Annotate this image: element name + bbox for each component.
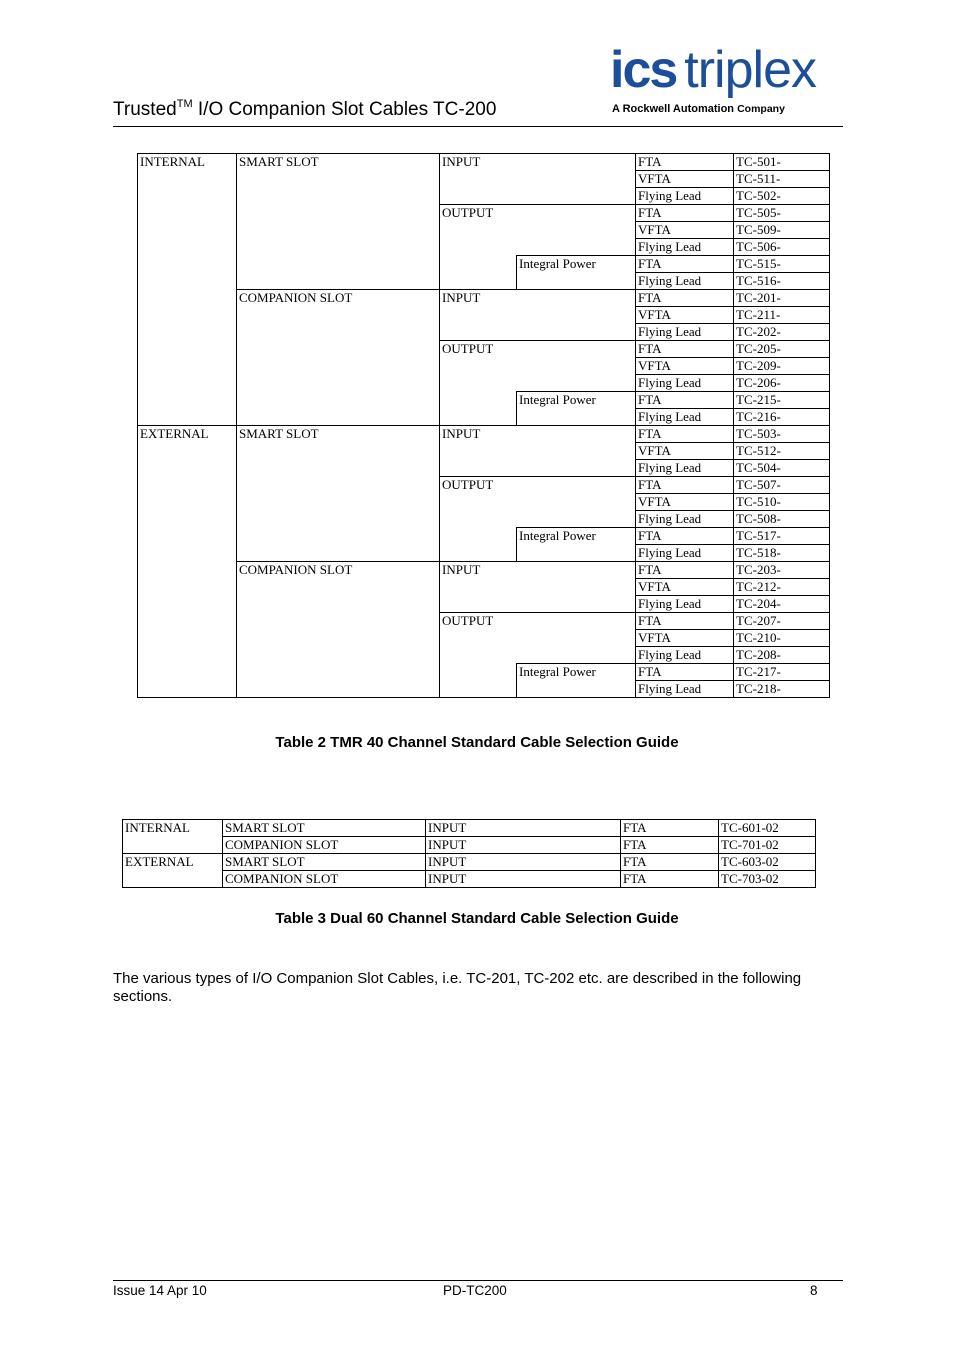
- table-cell-c2: [237, 681, 440, 698]
- table-row: [138, 426, 830, 443]
- table-cell-c6: TC-509-: [734, 222, 830, 239]
- table-cell-c3: [440, 545, 517, 562]
- table-cell-c5: Flying Lead: [636, 681, 734, 698]
- table-cell-c5: FTA: [636, 205, 734, 222]
- table-cell-c2: [237, 613, 440, 630]
- table-cell-c4: [517, 154, 636, 171]
- tmr-40-table-body: [138, 154, 830, 698]
- table-cell-c6: TC-217-: [734, 664, 830, 681]
- footer-rule: [113, 1280, 843, 1281]
- table-cell-c2: [237, 307, 440, 324]
- logo-tagline-company: Company: [737, 103, 785, 115]
- table-cell-c3: [440, 392, 517, 409]
- table-cell-c6: TC-208-: [734, 647, 830, 664]
- table-row: [123, 820, 816, 837]
- table-cell-c4: [517, 630, 636, 647]
- table-row: [138, 528, 830, 545]
- table-cell-c6: TC-203-: [734, 562, 830, 579]
- table-cell-c4: [517, 460, 636, 477]
- table-cell-c4: [517, 358, 636, 375]
- table-row: [138, 341, 830, 358]
- table-cell-c4: [517, 647, 636, 664]
- table-cell-c1: [138, 392, 237, 409]
- table-cell-c2: [237, 188, 440, 205]
- table-cell-c1: [138, 528, 237, 545]
- table-row: [123, 854, 816, 871]
- table-cell-c2: [237, 171, 440, 188]
- table-cell-c6: TC-212-: [734, 579, 830, 596]
- table-3-caption: Table 3 Dual 60 Channel Standard Cable Selection Guide: [275, 910, 679, 927]
- table-cell-c3: [440, 375, 517, 392]
- table-cell-c3: [440, 494, 517, 511]
- table-cell-c3: INPUT: [440, 426, 517, 443]
- table-cell-c1: [138, 273, 237, 290]
- table-cell-c2: [237, 511, 440, 528]
- table-cell-c1: [138, 256, 237, 273]
- table-cell-c6: TC-216-: [734, 409, 830, 426]
- table-cell-c3: [440, 681, 517, 698]
- table-cell-c1: [138, 375, 237, 392]
- table-cell-c6: TC-215-: [734, 392, 830, 409]
- table-cell-c4: [517, 562, 636, 579]
- table-cell-c5: Flying Lead: [636, 460, 734, 477]
- table-cell-c4: Integral Power: [517, 256, 636, 273]
- dual-60-channel-cable-table: [122, 819, 816, 888]
- table-row: [138, 681, 830, 698]
- table-cell-c5: VFTA: [636, 307, 734, 324]
- table-cell-c2: [237, 477, 440, 494]
- table-cell-c5: FTA: [636, 290, 734, 307]
- table-cell-c1: [138, 545, 237, 562]
- table-cell-c3: INPUT: [426, 871, 621, 888]
- table-cell-c2: [237, 647, 440, 664]
- table-cell-c1: [138, 664, 237, 681]
- tmr-40-channel-cable-table: [137, 153, 830, 698]
- table-cell-c2: SMART SLOT: [223, 820, 426, 837]
- table-cell-c5: FTA: [636, 256, 734, 273]
- table-cell-c4: [517, 613, 636, 630]
- table-row: [138, 443, 830, 460]
- table-cell-c6: TC-206-: [734, 375, 830, 392]
- table-cell-c2: [237, 341, 440, 358]
- table-cell-c1: [138, 188, 237, 205]
- table-cell-c2: COMPANION SLOT: [237, 290, 440, 307]
- table-cell-c2: SMART SLOT: [223, 854, 426, 871]
- table-cell-c5: VFTA: [636, 222, 734, 239]
- table-cell-c1: [138, 171, 237, 188]
- table-cell-c6: TC-202-: [734, 324, 830, 341]
- table-cell-c2: SMART SLOT: [237, 426, 440, 443]
- table-row: [138, 358, 830, 375]
- table-cell-c2: [237, 392, 440, 409]
- table-cell-c3: INPUT: [426, 854, 621, 871]
- trademark-superscript: TM: [176, 98, 193, 110]
- table-cell-c1: [138, 205, 237, 222]
- table-cell-c1: [138, 341, 237, 358]
- table-cell-c1: [138, 409, 237, 426]
- table-cell-c1: [138, 358, 237, 375]
- table-cell-c1: [138, 613, 237, 630]
- table-cell-c4: [517, 188, 636, 205]
- table-cell-c4: [517, 409, 636, 426]
- table-cell-c5: FTA: [636, 477, 734, 494]
- table-cell-c6: TC-210-: [734, 630, 830, 647]
- table-cell-c3: OUTPUT: [440, 341, 517, 358]
- table-cell-c3: [440, 273, 517, 290]
- table-cell-c3: INPUT: [426, 837, 621, 854]
- table-cell-c2: [237, 256, 440, 273]
- logo-word-triplex: triplex: [684, 41, 817, 99]
- table-cell-c6: TC-508-: [734, 511, 830, 528]
- table-row: [138, 613, 830, 630]
- table-cell-c3: [440, 222, 517, 239]
- table-cell-c1: INTERNAL: [123, 820, 223, 837]
- header-rule: [113, 126, 843, 127]
- table-cell-c5: Flying Lead: [636, 409, 734, 426]
- table-row: [138, 188, 830, 205]
- table-cell-c6: TC-506-: [734, 239, 830, 256]
- logo-word-ics: ics: [610, 41, 677, 99]
- table-cell-c3: [440, 171, 517, 188]
- table-cell-c4: [517, 239, 636, 256]
- table-cell-c4: [517, 171, 636, 188]
- table-cell-c3: INPUT: [426, 820, 621, 837]
- table-cell-c5: FTA: [636, 613, 734, 630]
- table-cell-c4: [517, 494, 636, 511]
- table-cell-c4: Integral Power: [517, 664, 636, 681]
- header-title-rest: I/O Companion Slot Cables TC-200: [192, 99, 497, 120]
- table-cell-c4: FTA: [621, 837, 719, 854]
- table-cell-c3: [440, 324, 517, 341]
- table-cell-c1: [138, 494, 237, 511]
- table-cell-c5: FTA: [636, 341, 734, 358]
- table-cell-c3: [440, 358, 517, 375]
- table-cell-c5: FTA: [636, 392, 734, 409]
- table-cell-c1: [138, 460, 237, 477]
- table-cell-c5: FTA: [636, 528, 734, 545]
- page-header-title: [113, 98, 496, 124]
- table-cell-c4: FTA: [621, 871, 719, 888]
- table-cell-c4: [517, 341, 636, 358]
- table-cell-c6: TC-204-: [734, 596, 830, 613]
- table-row: [138, 596, 830, 613]
- table-cell-c5: TC-703-02: [719, 871, 816, 888]
- table-cell-c2: [237, 324, 440, 341]
- table-cell-c3: INPUT: [440, 290, 517, 307]
- table-cell-c4: [517, 290, 636, 307]
- table-cell-c4: [517, 511, 636, 528]
- table-cell-c3: [440, 511, 517, 528]
- logo-tagline-main: A Rockwell Automation: [612, 103, 735, 115]
- table-row: [138, 511, 830, 528]
- table-row: [138, 375, 830, 392]
- table-cell-c1: [138, 239, 237, 256]
- table-cell-c2: [237, 630, 440, 647]
- table-cell-c6: TC-517-: [734, 528, 830, 545]
- table-cell-c2: [237, 664, 440, 681]
- table-cell-c4: [517, 443, 636, 460]
- table-cell-c5: Flying Lead: [636, 545, 734, 562]
- table-cell-c5: Flying Lead: [636, 596, 734, 613]
- header-title-prefix: Trusted: [113, 99, 177, 120]
- table-cell-c1: EXTERNAL: [123, 854, 223, 871]
- table-cell-c3: [440, 256, 517, 273]
- table-cell-c5: TC-701-02: [719, 837, 816, 854]
- table-row: [123, 837, 816, 854]
- table-cell-c5: Flying Lead: [636, 375, 734, 392]
- table-cell-c5: VFTA: [636, 171, 734, 188]
- dual-60-table-body: [123, 820, 816, 888]
- table-cell-c2: [237, 443, 440, 460]
- table-row: [138, 290, 830, 307]
- table-row: [138, 273, 830, 290]
- table-cell-c5: VFTA: [636, 443, 734, 460]
- table-row: [138, 545, 830, 562]
- table-cell-c2: [237, 375, 440, 392]
- table-cell-c3: [440, 188, 517, 205]
- logo-wordmark: [610, 42, 816, 98]
- table-cell-c1: [138, 290, 237, 307]
- table-cell-c5: FTA: [636, 426, 734, 443]
- table-cell-c2: [237, 273, 440, 290]
- table-cell-c5: Flying Lead: [636, 511, 734, 528]
- table-cell-c2: [237, 460, 440, 477]
- table-cell-c4: FTA: [621, 820, 719, 837]
- table-cell-c5: FTA: [636, 562, 734, 579]
- table-cell-c3: [440, 460, 517, 477]
- table-cell-c5: FTA: [636, 154, 734, 171]
- table-cell-c4: Integral Power: [517, 528, 636, 545]
- table-row: [138, 392, 830, 409]
- table-row: [138, 460, 830, 477]
- table-cell-c6: TC-501-: [734, 154, 830, 171]
- table-cell-c6: TC-512-: [734, 443, 830, 460]
- table-cell-c1: [138, 477, 237, 494]
- table-cell-c2: [237, 222, 440, 239]
- table-cell-c6: TC-511-: [734, 171, 830, 188]
- table-row: [138, 171, 830, 188]
- table-cell-c3: [440, 664, 517, 681]
- table-row: [138, 205, 830, 222]
- table-cell-c5: TC-601-02: [719, 820, 816, 837]
- table-cell-c6: TC-209-: [734, 358, 830, 375]
- table-row: [138, 494, 830, 511]
- table-cell-c6: TC-503-: [734, 426, 830, 443]
- table-cell-c2: [237, 409, 440, 426]
- table-cell-c6: TC-505-: [734, 205, 830, 222]
- table-cell-c6: TC-218-: [734, 681, 830, 698]
- table-row: [138, 630, 830, 647]
- table-row: [138, 562, 830, 579]
- table-cell-c3: OUTPUT: [440, 613, 517, 630]
- table-cell-c3: INPUT: [440, 562, 517, 579]
- table-cell-c5: VFTA: [636, 494, 734, 511]
- table-cell-c6: TC-515-: [734, 256, 830, 273]
- table-row: [138, 324, 830, 341]
- table-cell-c6: TC-207-: [734, 613, 830, 630]
- table-cell-c4: [517, 596, 636, 613]
- table-cell-c5: Flying Lead: [636, 239, 734, 256]
- table-cell-c5: Flying Lead: [636, 324, 734, 341]
- footer-issue: Issue 14 Apr 10: [113, 1283, 207, 1298]
- table-cell-c5: TC-603-02: [719, 854, 816, 871]
- footer-document-id: PD-TC200: [443, 1283, 507, 1298]
- table-cell-c6: TC-507-: [734, 477, 830, 494]
- table-cell-c5: Flying Lead: [636, 188, 734, 205]
- table-row: [138, 664, 830, 681]
- table-cell-c2: [237, 494, 440, 511]
- table-2-caption: Table 2 TMR 40 Channel Standard Cable Selection Guide: [275, 734, 679, 751]
- table-cell-c2: [237, 545, 440, 562]
- table-row: [138, 477, 830, 494]
- table-cell-c1: [138, 324, 237, 341]
- table-row: [138, 307, 830, 324]
- table-cell-c2: COMPANION SLOT: [223, 871, 426, 888]
- table-cell-c1: [138, 596, 237, 613]
- table-cell-c6: TC-510-: [734, 494, 830, 511]
- table-cell-c1: [138, 562, 237, 579]
- table-cell-c3: INPUT: [440, 154, 517, 171]
- table-cell-c4: [517, 375, 636, 392]
- table-cell-c2: [237, 579, 440, 596]
- logo-tagline: [612, 102, 785, 116]
- table-cell-c3: [440, 647, 517, 664]
- table-cell-c4: [517, 579, 636, 596]
- table-cell-c1: [138, 647, 237, 664]
- table-cell-c3: [440, 630, 517, 647]
- table-cell-c1: [123, 871, 223, 888]
- table-cell-c2: [237, 358, 440, 375]
- table-row: [138, 239, 830, 256]
- table-cell-c1: [138, 681, 237, 698]
- table-cell-c6: TC-211-: [734, 307, 830, 324]
- footer-page-number: 8: [810, 1283, 818, 1298]
- table-cell-c2: [237, 239, 440, 256]
- table-row: [138, 154, 830, 171]
- table-cell-c4: Integral Power: [517, 392, 636, 409]
- table-cell-c4: [517, 324, 636, 341]
- table-row: [138, 222, 830, 239]
- table-cell-c6: TC-504-: [734, 460, 830, 477]
- table-cell-c4: [517, 545, 636, 562]
- table-cell-c1: [123, 837, 223, 854]
- table-cell-c4: [517, 681, 636, 698]
- table-cell-c4: [517, 273, 636, 290]
- table-cell-c2: COMPANION SLOT: [237, 562, 440, 579]
- table-cell-c1: [138, 222, 237, 239]
- table-cell-c5: FTA: [636, 664, 734, 681]
- table-cell-c1: [138, 511, 237, 528]
- table-cell-c5: VFTA: [636, 630, 734, 647]
- table-row: [138, 647, 830, 664]
- table-cell-c2: SMART SLOT: [237, 154, 440, 171]
- body-paragraph: The various types of I/O Companion Slot Cables, i.e. TC-201, TC-202 etc. are described in the following sections.: [113, 970, 802, 1005]
- table-cell-c6: TC-502-: [734, 188, 830, 205]
- table-cell-c3: [440, 239, 517, 256]
- table-cell-c1: [138, 579, 237, 596]
- table-cell-c4: [517, 477, 636, 494]
- table-cell-c2: [237, 528, 440, 545]
- table-cell-c4: [517, 222, 636, 239]
- table-cell-c3: [440, 409, 517, 426]
- table-cell-c6: TC-516-: [734, 273, 830, 290]
- table-cell-c2: [237, 205, 440, 222]
- table-cell-c4: FTA: [621, 854, 719, 871]
- table-cell-c3: [440, 443, 517, 460]
- table-cell-c2: [237, 596, 440, 613]
- table-cell-c1: INTERNAL: [138, 154, 237, 171]
- table-cell-c1: [138, 307, 237, 324]
- table-cell-c1: [138, 443, 237, 460]
- table-row: [123, 871, 816, 888]
- table-cell-c3: [440, 307, 517, 324]
- table-cell-c3: [440, 528, 517, 545]
- table-cell-c4: [517, 205, 636, 222]
- table-cell-c6: TC-518-: [734, 545, 830, 562]
- table-cell-c3: OUTPUT: [440, 205, 517, 222]
- table-row: [138, 409, 830, 426]
- table-cell-c5: Flying Lead: [636, 647, 734, 664]
- table-cell-c3: [440, 579, 517, 596]
- ics-triplex-logo: [610, 42, 846, 122]
- table-cell-c4: [517, 426, 636, 443]
- table-cell-c5: VFTA: [636, 358, 734, 375]
- table-cell-c1: [138, 630, 237, 647]
- table-cell-c6: TC-205-: [734, 341, 830, 358]
- table-cell-c6: TC-201-: [734, 290, 830, 307]
- table-row: [138, 579, 830, 596]
- table-row: [138, 256, 830, 273]
- table-cell-c3: OUTPUT: [440, 477, 517, 494]
- table-cell-c3: [440, 596, 517, 613]
- table-cell-c5: VFTA: [636, 579, 734, 596]
- table-cell-c1: EXTERNAL: [138, 426, 237, 443]
- table-cell-c2: COMPANION SLOT: [223, 837, 426, 854]
- table-cell-c4: [517, 307, 636, 324]
- table-cell-c5: Flying Lead: [636, 273, 734, 290]
